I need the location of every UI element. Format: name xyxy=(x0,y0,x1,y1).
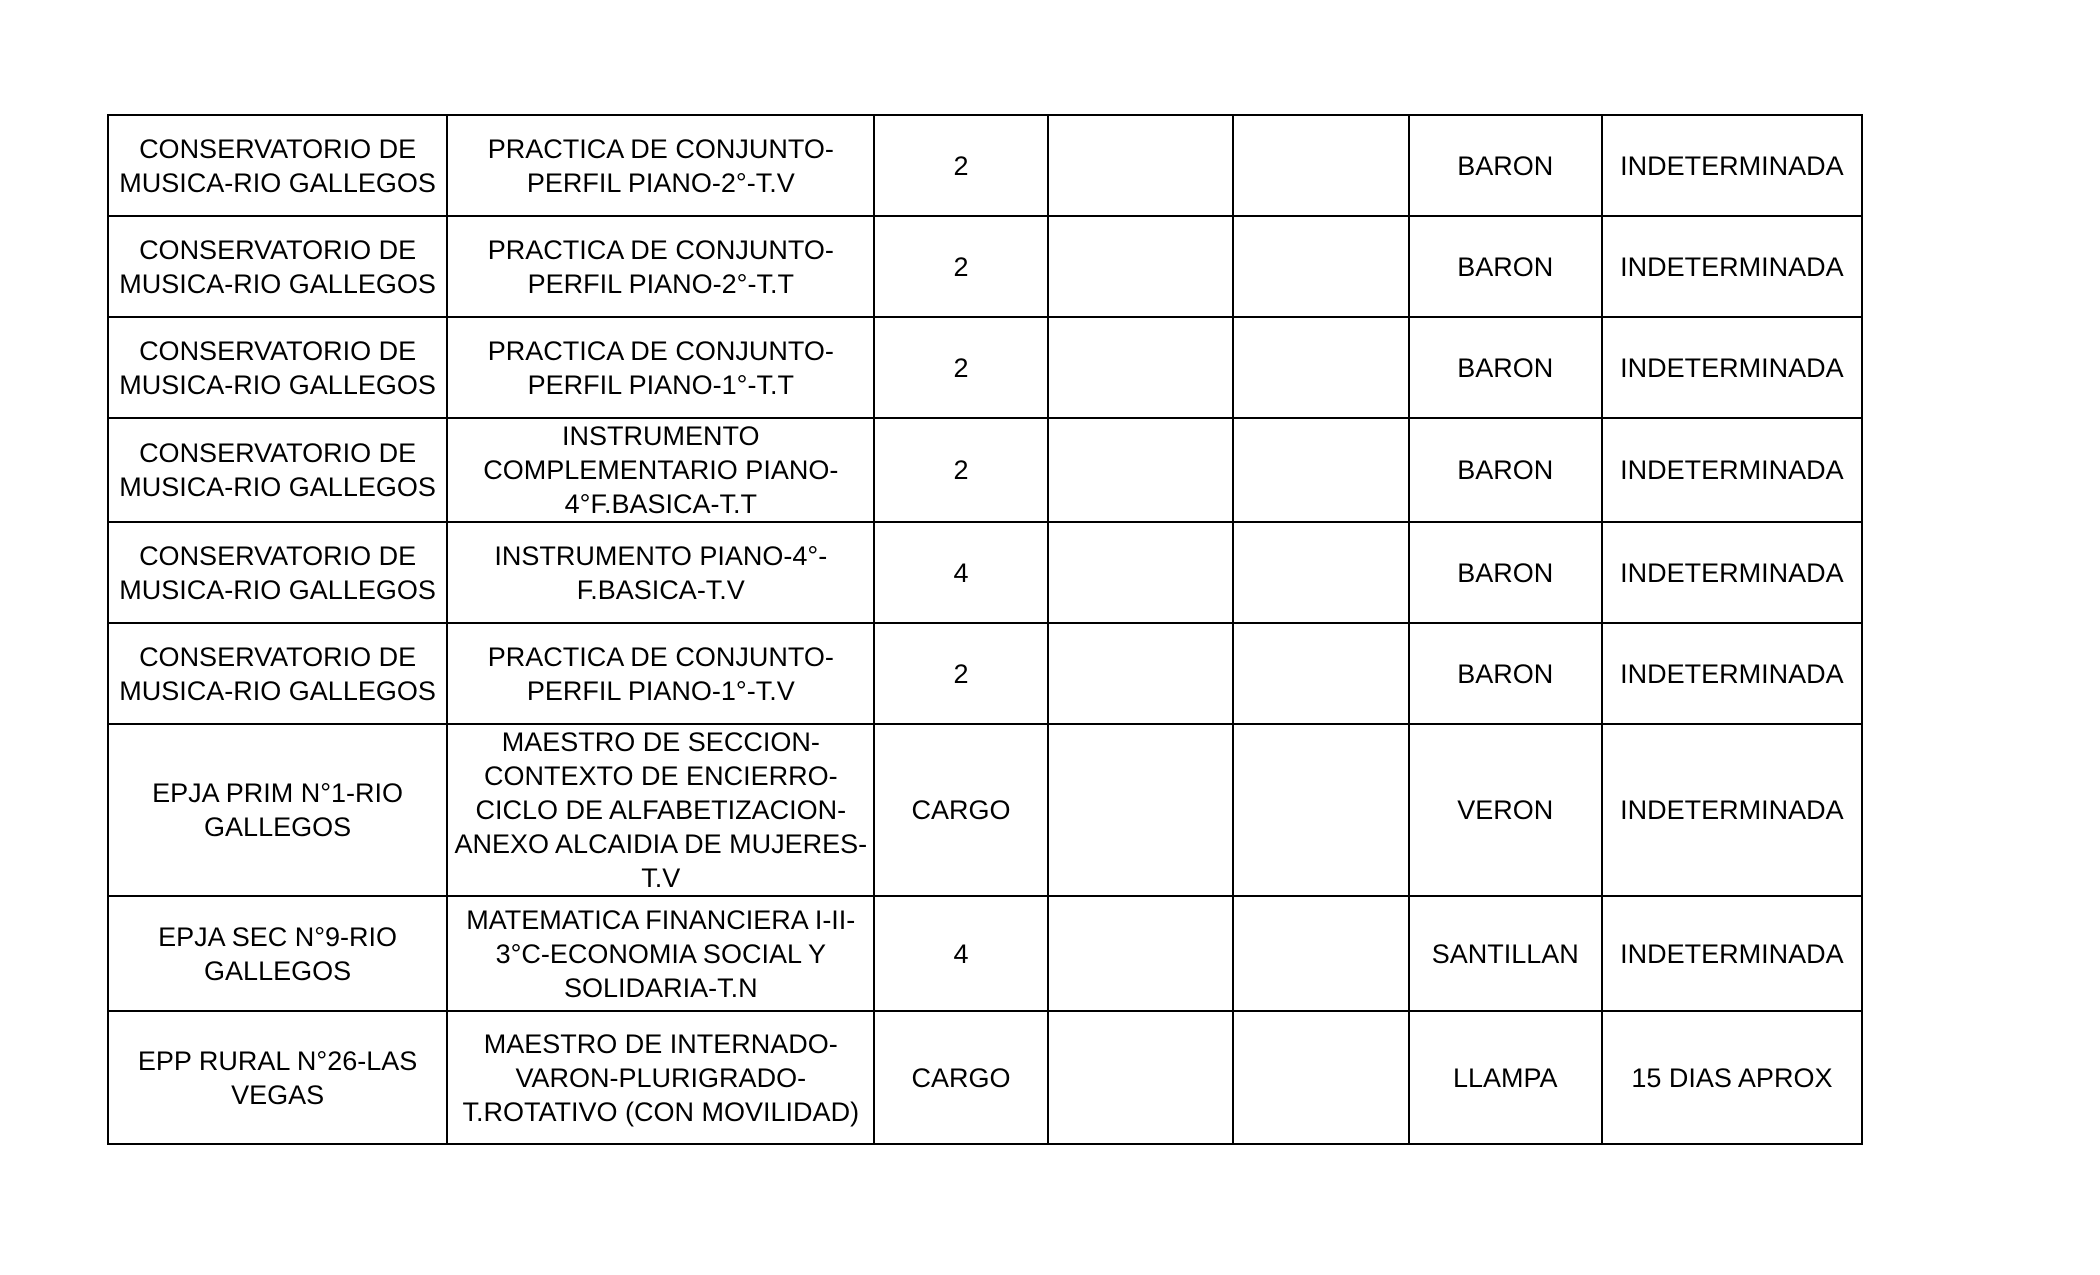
subject-cell: MAESTRO DE SECCION- CONTEXTO DE ENCIERRO- CICLO DE ALFABETIZACION- ANEXO ALCAIDIA DE MUJERES- T.V xyxy=(447,724,874,896)
empty-cell xyxy=(1233,115,1409,216)
subject-cell: MATEMATICA FINANCIERA I-II- 3°C-ECONOMIA SOCIAL Y SOLIDARIA-T.N xyxy=(447,896,874,1011)
table-row xyxy=(108,216,1862,317)
empty-cell xyxy=(1048,317,1233,418)
name-cell: LLAMPA xyxy=(1409,1011,1602,1144)
table-row xyxy=(108,1011,1862,1144)
empty-cell xyxy=(1233,896,1409,1011)
assignments-table xyxy=(107,114,1863,1145)
table-row xyxy=(108,418,1862,522)
school-cell: CONSERVATORIO DE MUSICA-RIO GALLEGOS xyxy=(108,216,447,317)
table-row xyxy=(108,896,1862,1011)
school-cell: CONSERVATORIO DE MUSICA-RIO GALLEGOS xyxy=(108,522,447,623)
name-cell: SANTILLAN xyxy=(1409,896,1602,1011)
name-cell: BARON xyxy=(1409,216,1602,317)
hours-cell: 2 xyxy=(874,623,1047,724)
duration-cell: INDETERMINADA xyxy=(1602,115,1862,216)
name-cell: BARON xyxy=(1409,623,1602,724)
school-cell: CONSERVATORIO DE MUSICA-RIO GALLEGOS xyxy=(108,418,447,522)
empty-cell xyxy=(1048,896,1233,1011)
name-cell: BARON xyxy=(1409,418,1602,522)
table-row xyxy=(108,115,1862,216)
duration-cell: INDETERMINADA xyxy=(1602,216,1862,317)
empty-cell xyxy=(1048,1011,1233,1144)
table-row xyxy=(108,317,1862,418)
empty-cell xyxy=(1233,522,1409,623)
hours-cell: 2 xyxy=(874,418,1047,522)
duration-cell: INDETERMINADA xyxy=(1602,896,1862,1011)
empty-cell xyxy=(1048,522,1233,623)
school-cell: EPJA PRIM N°1-RIO GALLEGOS xyxy=(108,724,447,896)
name-cell: VERON xyxy=(1409,724,1602,896)
empty-cell xyxy=(1048,216,1233,317)
school-cell: CONSERVATORIO DE MUSICA-RIO GALLEGOS xyxy=(108,317,447,418)
subject-cell: MAESTRO DE INTERNADO- VARON-PLURIGRADO- T.ROTATIVO (CON MOVILIDAD) xyxy=(447,1011,874,1144)
empty-cell xyxy=(1048,623,1233,724)
hours-cell: 4 xyxy=(874,896,1047,1011)
empty-cell xyxy=(1233,418,1409,522)
name-cell: BARON xyxy=(1409,115,1602,216)
empty-cell xyxy=(1233,623,1409,724)
subject-cell: PRACTICA DE CONJUNTO- PERFIL PIANO-2°-T.V xyxy=(447,115,874,216)
subject-cell: PRACTICA DE CONJUNTO- PERFIL PIANO-2°-T.T xyxy=(447,216,874,317)
school-cell: CONSERVATORIO DE MUSICA-RIO GALLEGOS xyxy=(108,623,447,724)
school-cell: EPP RURAL N°26-LAS VEGAS xyxy=(108,1011,447,1144)
duration-cell: INDETERMINADA xyxy=(1602,724,1862,896)
empty-cell xyxy=(1233,1011,1409,1144)
empty-cell xyxy=(1048,115,1233,216)
subject-cell: PRACTICA DE CONJUNTO- PERFIL PIANO-1°-T.T xyxy=(447,317,874,418)
subject-cell: PRACTICA DE CONJUNTO- PERFIL PIANO-1°-T.V xyxy=(447,623,874,724)
duration-cell: INDETERMINADA xyxy=(1602,418,1862,522)
hours-cell: CARGO xyxy=(874,724,1047,896)
table-row xyxy=(108,522,1862,623)
empty-cell xyxy=(1233,724,1409,896)
table-row xyxy=(108,724,1862,896)
duration-cell: INDETERMINADA xyxy=(1602,623,1862,724)
hours-cell: 2 xyxy=(874,216,1047,317)
subject-cell: INSTRUMENTO COMPLEMENTARIO PIANO- 4°F.BASICA-T.T xyxy=(447,418,874,522)
table-row xyxy=(108,623,1862,724)
hours-cell: CARGO xyxy=(874,1011,1047,1144)
subject-cell: INSTRUMENTO PIANO-4°- F.BASICA-T.V xyxy=(447,522,874,623)
empty-cell xyxy=(1233,216,1409,317)
empty-cell xyxy=(1233,317,1409,418)
hours-cell: 2 xyxy=(874,317,1047,418)
empty-cell xyxy=(1048,724,1233,896)
duration-cell: INDETERMINADA xyxy=(1602,317,1862,418)
name-cell: BARON xyxy=(1409,522,1602,623)
school-cell: CONSERVATORIO DE MUSICA-RIO GALLEGOS xyxy=(108,115,447,216)
duration-cell: INDETERMINADA xyxy=(1602,522,1862,623)
name-cell: BARON xyxy=(1409,317,1602,418)
hours-cell: 4 xyxy=(874,522,1047,623)
school-cell: EPJA SEC N°9-RIO GALLEGOS xyxy=(108,896,447,1011)
empty-cell xyxy=(1048,418,1233,522)
hours-cell: 2 xyxy=(874,115,1047,216)
duration-cell: 15 DIAS APROX xyxy=(1602,1011,1862,1144)
